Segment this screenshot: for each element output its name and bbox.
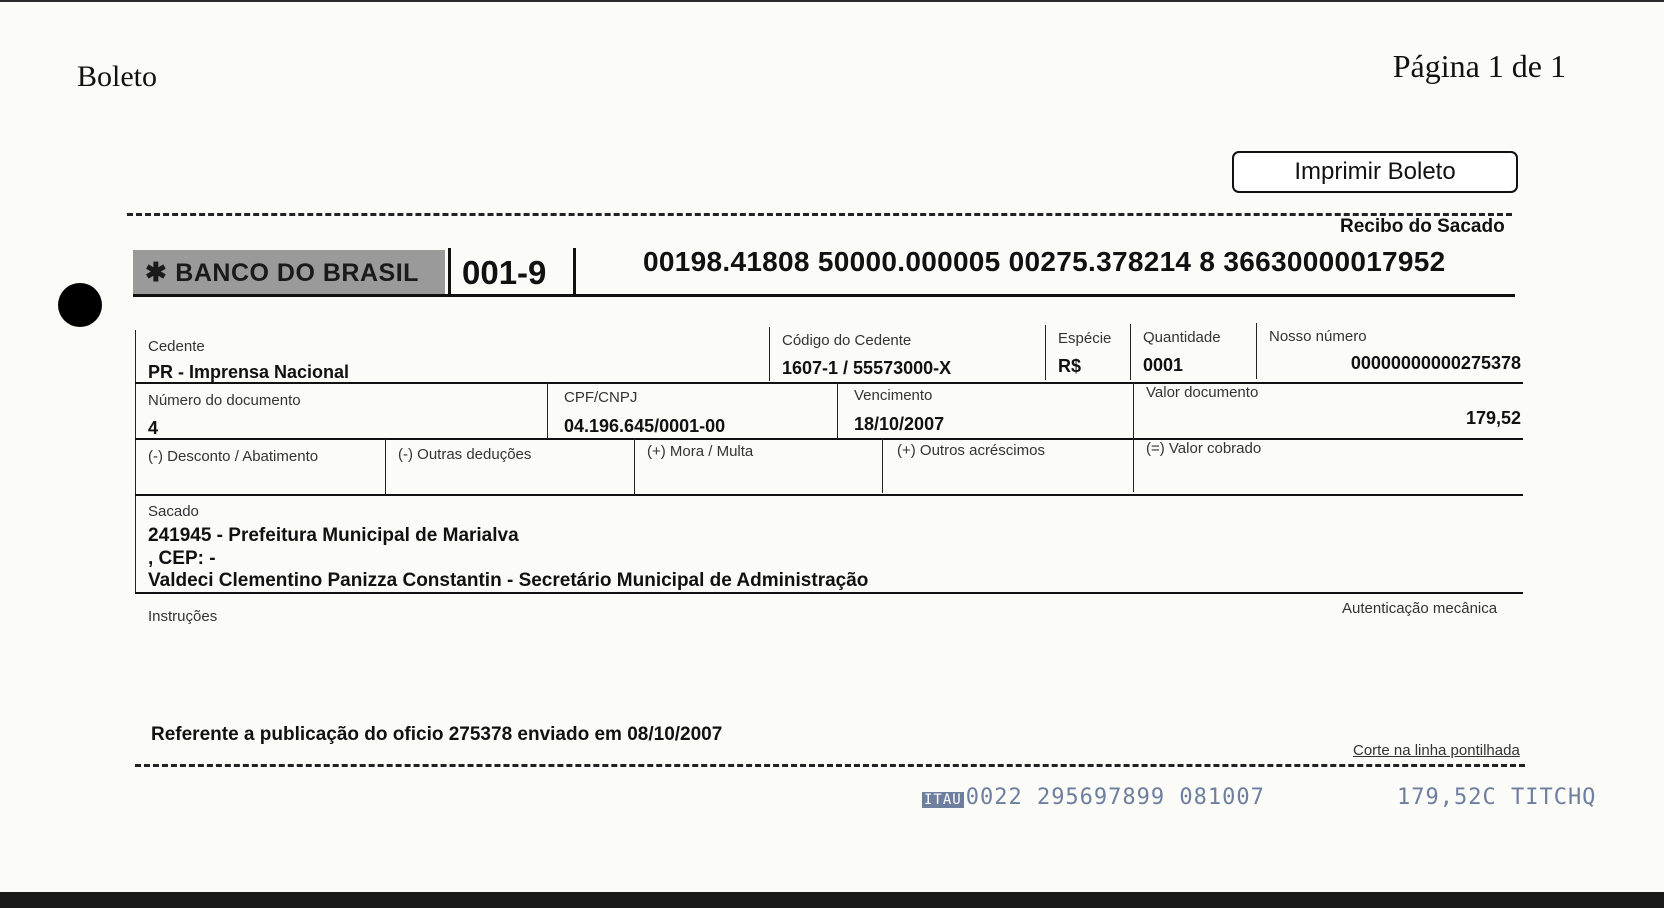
document-title: Boleto [77, 60, 157, 93]
especie-label: Espécie [1058, 330, 1112, 347]
nosso-numero-value: 00000000000275378 [1350, 353, 1521, 373]
digitable-line: 00198.41808 50000.000005 00275.378214 8 36630000017952 [643, 246, 1446, 277]
quantidade-label: Quantidade [1143, 329, 1221, 346]
bank-stamp-right: 179,52C TITCHQ [1397, 785, 1597, 810]
divider [448, 248, 451, 296]
bank-logo [133, 250, 445, 295]
bank-stamp-left [922, 785, 1265, 810]
row-divider [135, 592, 1523, 594]
page-indicator: Página 1 de 1 [1392, 48, 1566, 84]
numero-documento-value: 4 [148, 418, 159, 438]
valor-cobrado-cell [1133, 437, 1523, 492]
quantidade-value: 0001 [1143, 355, 1184, 375]
numero-documento-label: Número do documento [148, 392, 301, 409]
cpf-cnpj-label: CPF/CNPJ [564, 389, 638, 406]
receipt-title: Recibo do Sacado [1340, 216, 1505, 237]
top-dashed-line [127, 213, 1512, 216]
punch-hole [58, 283, 102, 327]
valor-documento-value: 179,52 [1465, 408, 1521, 428]
corte-label: Corte na linha pontilhada [1353, 742, 1520, 759]
codigo-cedente-label: Código do Cedente [782, 332, 912, 349]
mora-multa-label: (+) Mora / Multa [647, 443, 754, 460]
mora-multa-cell [634, 438, 882, 494]
bank-logo-icon: ✱ [145, 257, 168, 287]
especie-cell [1045, 325, 1130, 380]
outras-deducoes-cell [385, 439, 634, 495]
codigo-cedente-cell [769, 327, 1045, 381]
header-underline [133, 294, 1515, 297]
quantidade-cell [1130, 324, 1256, 380]
sacado-name: 241945 - Prefeitura Municipal de Marialva [148, 525, 519, 546]
instrucoes-label: Instruções [148, 608, 218, 625]
nosso-numero-label: Nosso número [1269, 328, 1367, 345]
nosso-numero-cell [1256, 323, 1523, 379]
print-boleto-button[interactable]: Imprimir Boleto [1232, 151, 1518, 193]
especie-value: R$ [1058, 356, 1082, 376]
bottom-edge-shadow [0, 892, 1664, 908]
valor-documento-label: Valor documento [1146, 384, 1259, 401]
cedente-label: Cedente [148, 338, 205, 355]
referente-text: Referente a publicação do oficio 275378 enviado em 08/10/2007 [151, 724, 723, 745]
divider [573, 248, 576, 296]
sacado-cell [135, 496, 1523, 592]
cedente-value: PR - Imprensa Nacional [148, 362, 350, 382]
autenticacao-label: Autenticação mecânica [1342, 600, 1498, 617]
cpf-cnpj-cell [547, 383, 837, 439]
cpf-cnpj-value: 04.196.645/0001-00 [564, 416, 726, 436]
sacado-responsavel: Valdeci Clementino Panizza Constantin - Secretário Municipal de Administração [148, 570, 869, 591]
outros-acrescimos-cell [882, 438, 1133, 493]
sacado-cep: , CEP: - [148, 548, 216, 569]
vencimento-label: Vencimento [854, 387, 933, 404]
vencimento-cell [837, 383, 1133, 438]
cedente-cell [135, 330, 769, 383]
sacado-label: Sacado [148, 503, 199, 520]
bank-code: 001-9 [462, 254, 547, 291]
stamp-logo-icon: ITAU [924, 792, 962, 808]
outras-deducoes-label: (-) Outras deduções [398, 446, 532, 463]
desconto-cell [135, 440, 385, 496]
vencimento-value: 18/10/2007 [854, 414, 945, 434]
codigo-cedente-value: 1607-1 / 55573000-X [782, 358, 952, 378]
outros-acrescimos-label: (+) Outros acréscimos [897, 442, 1045, 459]
numero-documento-cell [135, 384, 547, 440]
bank-name: BANCO DO BRASIL [175, 259, 419, 287]
desconto-label: (-) Desconto / Abatimento [148, 448, 319, 465]
valor-documento-cell [1133, 382, 1523, 437]
cut-dashed-line [135, 764, 1525, 767]
stamp-left-text: 0022 295697899 081007 [965, 785, 1265, 810]
valor-cobrado-label: (=) Valor cobrado [1146, 440, 1262, 457]
